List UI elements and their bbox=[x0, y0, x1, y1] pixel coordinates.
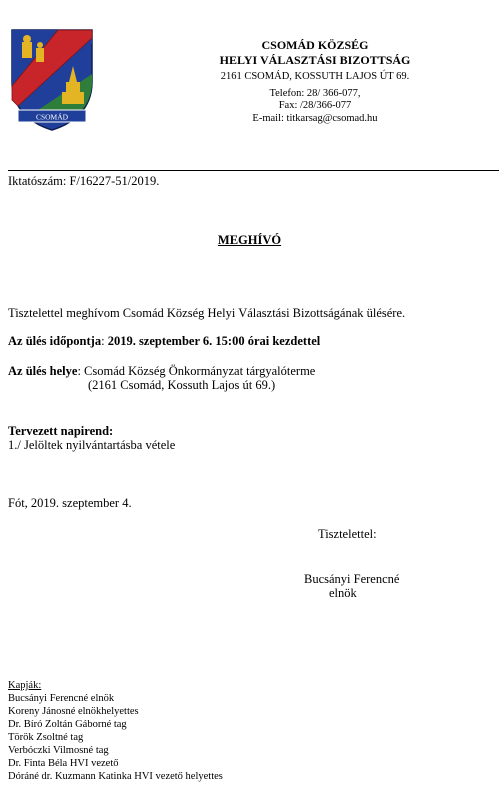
recipient-item: Verbóczki Vilmosné tag bbox=[8, 745, 109, 756]
header-email: E-mail: titkarsag@csomad.hu bbox=[252, 113, 378, 124]
agenda-item: 1./ Jelöltek nyilvántartásba vétele bbox=[8, 438, 176, 452]
reference-number: Iktatószám: F/16227-51/2019. bbox=[8, 174, 160, 188]
signer-name: Bucsányi Ferencné bbox=[304, 572, 400, 586]
recipients-label: Kapják: bbox=[8, 680, 42, 691]
meeting-time-sep: : bbox=[101, 334, 108, 348]
invitation-text: Tisztelettel meghívom Csomád Község Helyi Választási Bizottságának ülésére. bbox=[8, 306, 406, 320]
meeting-place-sep: : bbox=[77, 364, 85, 378]
header-title-line1: CSOMÁD KÖZSÉG bbox=[261, 38, 369, 52]
place-date: Fót, 2019. szeptember 4. bbox=[8, 496, 132, 510]
meeting-time-value: 2019. szeptember 6. 15:00 órai kezdettel bbox=[107, 334, 321, 348]
meeting-place-line1: Csomád Község Önkormányzat tárgyalóterme bbox=[84, 364, 316, 378]
meeting-time bbox=[8, 334, 320, 349]
meeting-time-label: Az ülés időpontja bbox=[8, 334, 102, 348]
coat-of-arms-logo bbox=[8, 26, 96, 134]
recipient-item: Dr. Finta Béla HVI vezető bbox=[8, 758, 119, 769]
meeting-place-label: Az ülés helye bbox=[8, 364, 78, 378]
logo-ribbon-text: CSOMÁD bbox=[35, 112, 69, 122]
recipient-item: Dr. Bíró Zoltán Gáborné tag bbox=[8, 719, 127, 730]
closing-text: Tisztelettel: bbox=[318, 527, 377, 541]
meeting-place-line2: (2161 Csomád, Kossuth Lajos út 69.) bbox=[88, 378, 276, 392]
recipient-item: Koreny Jánosné elnökhelyettes bbox=[8, 706, 139, 717]
header-phone: Telefon: 28/ 366-077, bbox=[269, 88, 361, 99]
header-title-line2: HELYI VÁLASZTÁSI BIZOTTSÁG bbox=[219, 53, 411, 67]
recipient-item: Bucsányi Ferencné elnök bbox=[8, 693, 115, 704]
header-fax: Fax: /28/366-077 bbox=[278, 100, 352, 111]
agenda-label: Tervezett napirend: bbox=[8, 424, 114, 438]
recipient-item: Török Zsoltné tag bbox=[8, 732, 84, 743]
signer-title: elnök bbox=[329, 586, 357, 600]
document-title: MEGHÍVÓ bbox=[217, 233, 282, 247]
recipient-item: Dóráné dr. Kuzmann Katinka HVI vezető helyettes bbox=[8, 771, 223, 782]
meeting-place bbox=[8, 364, 315, 379]
header-divider bbox=[8, 170, 499, 171]
header-address: 2161 CSOMÁD, KOSSUTH LAJOS ÚT 69. bbox=[220, 71, 410, 82]
